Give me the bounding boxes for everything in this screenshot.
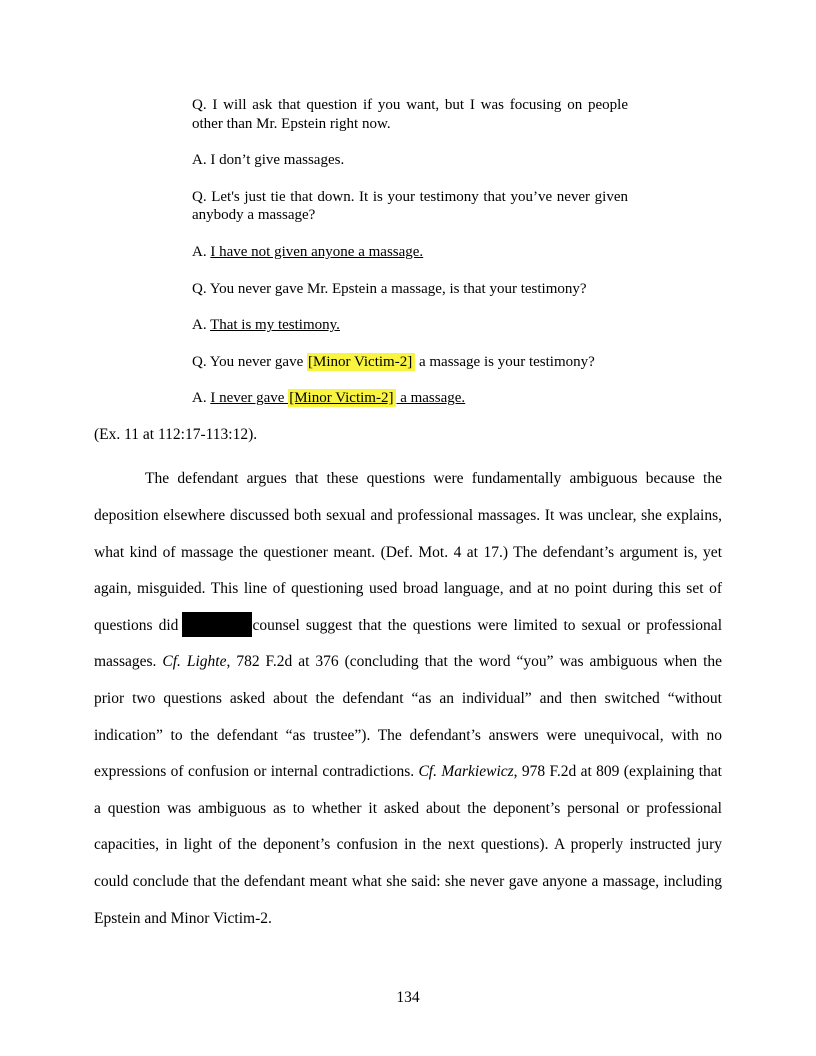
text-segment: Cf. Lighte bbox=[162, 653, 227, 671]
text-segment: The defendant argues that these questions were fundamentally ambiguous because the deposition elsewhere discussed both sexual and professional massages. It was unclear, she explains, what kind of massage the questioner meant. (Def. Mot. 4 at 17.) The defendant’s argument is, yet again, misguided. This line of questioning used broad language, and at no point during this set of questions did bbox=[94, 470, 722, 634]
redaction-box bbox=[182, 612, 252, 637]
answer-paragraph-4 bbox=[192, 243, 628, 262]
question-paragraph-3 bbox=[192, 188, 628, 225]
text-segment: Q. I will ask that question if you want, but I was focusing on people other than Mr. Epstein right now. bbox=[192, 97, 628, 132]
question-paragraph-5 bbox=[192, 280, 628, 299]
deposition-quote-block bbox=[192, 96, 628, 408]
text-segment: A. bbox=[192, 390, 211, 407]
answer-paragraph-6 bbox=[192, 316, 628, 335]
answer-paragraph-8 bbox=[192, 389, 628, 408]
text-segment: , 782 F.2d at 376 (concluding that the word “you” was ambiguous when the prior two questions asked about the defendant “as an individual” and then switched “without indication” to the defendant “as trustee”). The defendant’s answers were unequivocal, with no expressions of confusion or internal contradictions. bbox=[94, 653, 723, 781]
underlined-text: a massage. bbox=[396, 390, 466, 407]
text-segment: Q. You never gave bbox=[192, 353, 307, 370]
text-segment: A. bbox=[192, 243, 211, 260]
text-segment: Q. You never gave Mr. Epstein a massage, is that your testimony? bbox=[192, 280, 587, 297]
page-content bbox=[94, 96, 722, 937]
underlined-text: That is my testimony. bbox=[210, 317, 340, 334]
text-segment: Q. Let's just tie that down. It is your testimony that you’ve never given anybody a massage? bbox=[192, 188, 628, 224]
highlighted-redacted-name: [Minor Victim-2] bbox=[288, 389, 396, 407]
question-paragraph-7 bbox=[192, 353, 628, 372]
question-paragraph-1 bbox=[192, 96, 628, 133]
answer-paragraph-2 bbox=[192, 151, 628, 170]
text-segment: a massage is your testimony? bbox=[415, 353, 595, 370]
text-segment: counsel suggest that the questions were limited to sexual or professional massages. bbox=[94, 616, 722, 671]
text-segment: Cf. Markiewicz bbox=[418, 763, 514, 781]
page-number: 134 bbox=[396, 989, 420, 1006]
text-segment: A. bbox=[192, 317, 211, 334]
underlined-text: I have not given anyone a massage. bbox=[210, 243, 424, 260]
highlighted-redacted-name: [Minor Victim-2] bbox=[307, 353, 415, 371]
text-segment: A. I don’t give massages. bbox=[192, 152, 345, 169]
text-segment: , 978 F.2d at 809 (explaining that a question was ambiguous as to whether it asked about the deponent’s personal or professional capacities, in light of the deponent’s confusion in the next questions). A properly instructed jury could conclude that the defendant meant what she said: she never gave anyone a massage, including Epstein and Minor Victim-2. bbox=[94, 763, 722, 927]
citation-line: (Ex. 11 at 112:17-113:12). bbox=[94, 425, 258, 443]
underlined-text: I never gave bbox=[210, 390, 289, 407]
argument-paragraph bbox=[94, 461, 722, 937]
